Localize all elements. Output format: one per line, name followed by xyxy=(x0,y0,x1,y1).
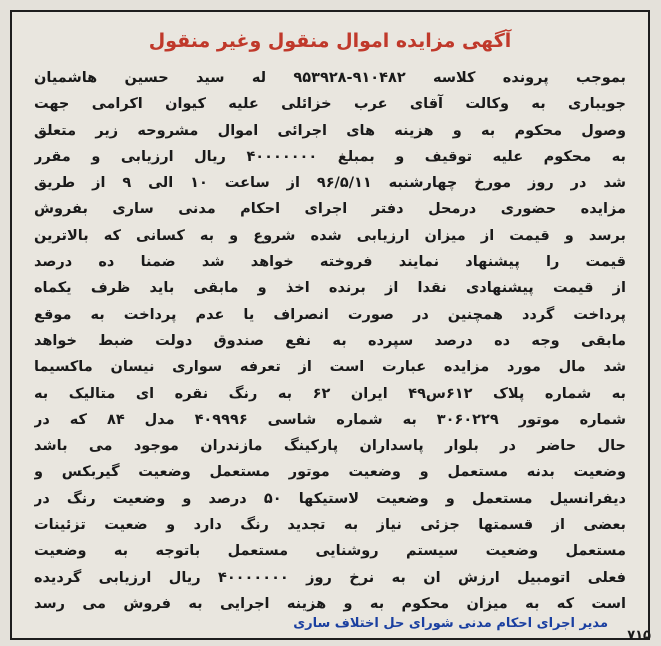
body-line: به محکوم علیه توقیف و بمبلغ ۴۰۰۰۰۰۰۰ ریال ارزیابی و مقرر xyxy=(34,148,626,165)
notice-frame xyxy=(10,10,650,640)
notice-title: آگهی مزایده اموال منقول وغیر منقول xyxy=(148,30,512,52)
notice-code: ۷۱۵ xyxy=(627,628,651,643)
body-line: مستعمل وضعیت سیستم روشنایی مستعمل باتوجه به وضعیت xyxy=(34,543,626,560)
body-line: شماره موتور ۳۰۶۰۲۲۹ به شماره شاسی ۴۰۹۹۹۶ مدل ۸۴ که در xyxy=(34,411,626,428)
body-line: وصول محکوم به و هزینه های اجرائی اموال مشروحه زیر متعلق xyxy=(34,122,626,139)
body-line: حال حاضر در بلوار پاسداران پارکینگ مازندران موجود می باشد xyxy=(34,438,626,455)
notice-body xyxy=(34,65,626,617)
body-line: از قیمت پیشنهادی نقدا از برنده اخذ و مابقی باید ظرف یکماه xyxy=(34,280,626,297)
body-line: پرداخت گردد همچنین در صورت انصراف یا عدم پرداخت به موقع xyxy=(34,306,626,323)
body-line: قیمت را پیشنهاد نمایند فروخته خواهد شد ضمنا ده درصد xyxy=(34,254,626,271)
body-line: فعلی اتومبیل ارزش ان به نرخ روز ۴۰۰۰۰۰۰۰ ریال ارزیابی گردیده xyxy=(34,569,626,586)
body-line: شد مال مورد مزایده عبارت است از تعرفه سواری نیسان ماکسیما xyxy=(34,359,626,376)
body-line: به شماره پلاک ۶۱۲س۴۹ ایران ۶۲ به رنگ نقره ای متالیک به xyxy=(34,385,626,402)
body-line: بعضی از قسمتها جزئی نیاز به تجدید رنگ دارد و ضعیت تزئینات xyxy=(34,517,626,534)
body-line: شد در روز مورخ چهارشنبه ۹۶/۵/۱۱ از ساعت ۱۰ الی ۹ از طریق xyxy=(34,175,626,192)
body-line: وضعیت بدنه مستعمل و وضعیت موتور مستعمل وضعیت گیربکس و xyxy=(34,464,626,481)
body-line: بموجب پرونده کلاسه ۹۱۰۴۸۲-۹۵۳۹۲۸ له سید حسین هاشمیان xyxy=(34,70,626,86)
body-line: مابقی وجه ده درصد سپرده به نفع صندوق دولت ضبط خواهد xyxy=(34,332,626,349)
signature: مدیر اجرای احکام مدنی شورای حل اختلاف ساری xyxy=(293,616,608,631)
body-line: جویباری به وکالت آقای عرب خزائلی علیه کیوان اکرامی جهت xyxy=(34,96,626,113)
body-line: مزایده حضوری درمحل دفتر اجرای احکام مدنی ساری بفروش xyxy=(34,201,626,218)
body-line: دیفرانسیل مستعمل و وضعیت لاستیکها ۵۰ درصد و وضعیت رنگ در xyxy=(34,490,626,507)
body-line: برسد و قیمت از میزان ارزیابی شده شروع و به کسانی که بالاترین xyxy=(34,227,626,244)
body-line: است که به میزان محکوم به و هزینه اجرایی به فروش می رسد xyxy=(34,595,626,612)
